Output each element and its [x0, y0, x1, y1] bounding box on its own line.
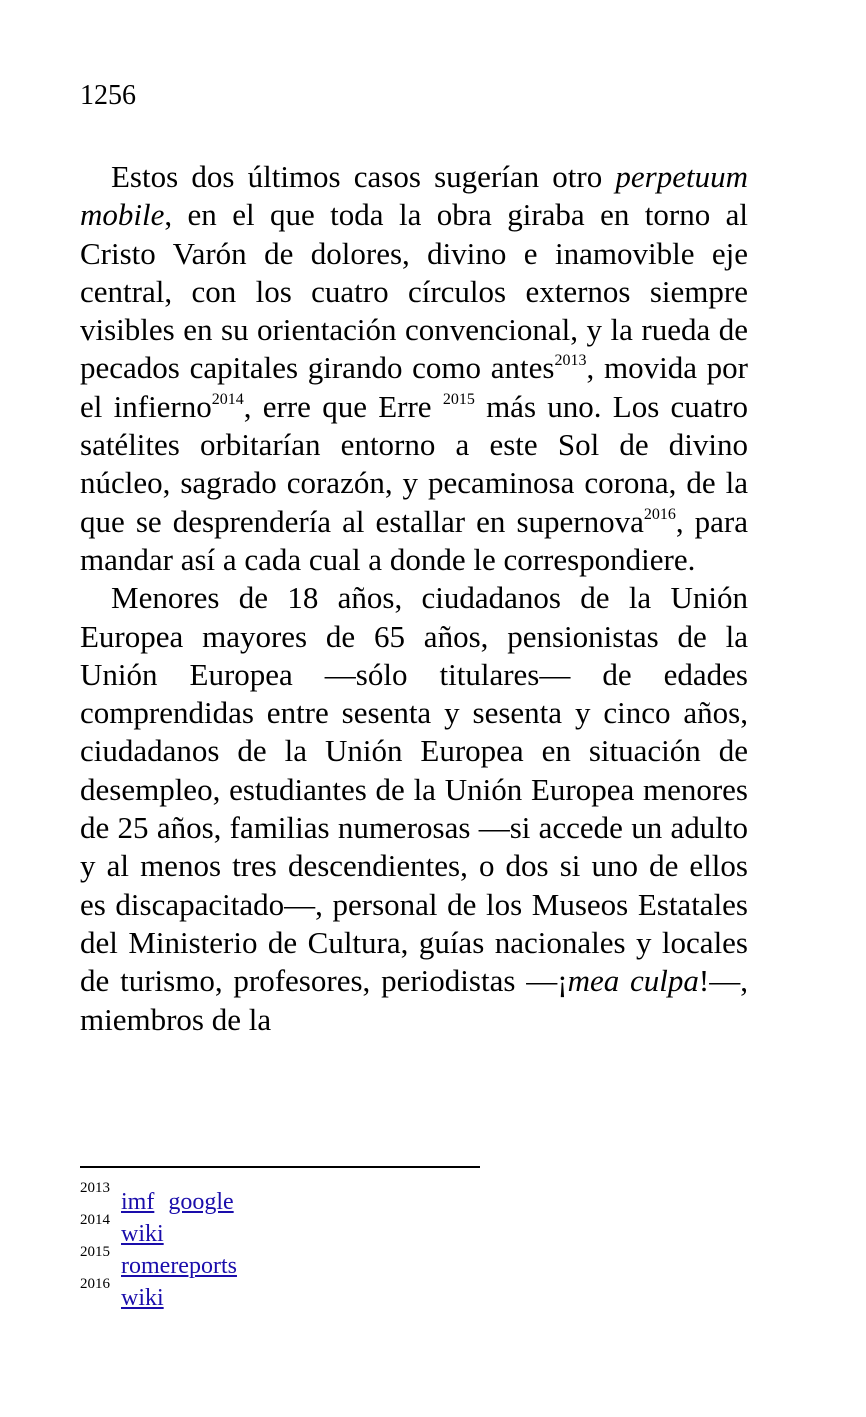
- italic-text: perpetuum mobile: [80, 159, 748, 233]
- footnote-number: 2013: [80, 1180, 110, 1196]
- footnote-links: [121, 1218, 178, 1250]
- text-run: , movida por el infierno: [80, 350, 749, 424]
- italic-text: mea culpa: [567, 963, 699, 999]
- footnote-ref[interactable]: 2013: [554, 352, 587, 370]
- footnote-ref[interactable]: 2016: [643, 505, 676, 523]
- text-run: !—, miembros de la: [80, 963, 748, 1037]
- footnote-link-imf[interactable]: imf: [121, 1189, 155, 1215]
- footnote-link-romereports[interactable]: romereports: [121, 1253, 237, 1279]
- footnote-divider: [80, 1166, 480, 1168]
- footnote-ref[interactable]: 2015: [442, 390, 475, 408]
- footnote-link-wiki[interactable]: wiki: [121, 1221, 164, 1247]
- page-number: 1256: [80, 80, 136, 111]
- footnote-link-wiki[interactable]: wiki: [121, 1285, 164, 1311]
- footnote-links: [121, 1186, 248, 1218]
- text-run: , para mandar así a cada cual a donde le correspondiere.: [80, 503, 749, 577]
- footnote-links: [121, 1250, 251, 1282]
- paragraph-1: [80, 158, 748, 579]
- paragraph-2: [80, 579, 748, 1039]
- body-text: [80, 158, 748, 1039]
- footnote-links: [121, 1282, 178, 1314]
- text-run: , erre que Erre: [243, 388, 443, 424]
- footnote-number: 2015: [80, 1244, 110, 1260]
- footnote-link-google[interactable]: google: [168, 1189, 234, 1215]
- footnote-number: 2016: [80, 1276, 110, 1292]
- text-run: Menores de 18 años, ciudadanos de la Unión Europea mayores de 65 años, pensionistas de la Unión Europea —sólo titulares— de edades comprendidas entre sesenta y sesenta y cinco años, ciudadanos de la Unión Europea en situación de desempleo, estudiantes de la Unión Europea menores de 25 años, familias numerosas —si accede un adulto y al menos tres descendientes, o dos si uno de ellos es discapacitado—, personal de los Museos Estatales del Ministerio de Cultura, guías nacionales y locales de turismo, profesores, periodistas —¡: [80, 580, 748, 999]
- footnote-ref[interactable]: 2014: [211, 390, 244, 408]
- text-run: más uno. Los cuatro satélites orbitarían entorno a este Sol de divino núcleo, sagrado corazón, y pecaminosa corona, de la que se desprendería al estallar en supernova: [80, 388, 748, 539]
- footnote-number: 2014: [80, 1212, 110, 1228]
- text-run: , en el que toda la obra giraba en torno al Cristo Varón de dolores, divino e inamovible eje central, con los cuatro círculos externos siempre visibles en su orientación convencional, y la rueda de pecados capitales girando como antes: [80, 197, 748, 386]
- text-run: Estos dos últimos casos sugerían otro: [111, 159, 616, 194]
